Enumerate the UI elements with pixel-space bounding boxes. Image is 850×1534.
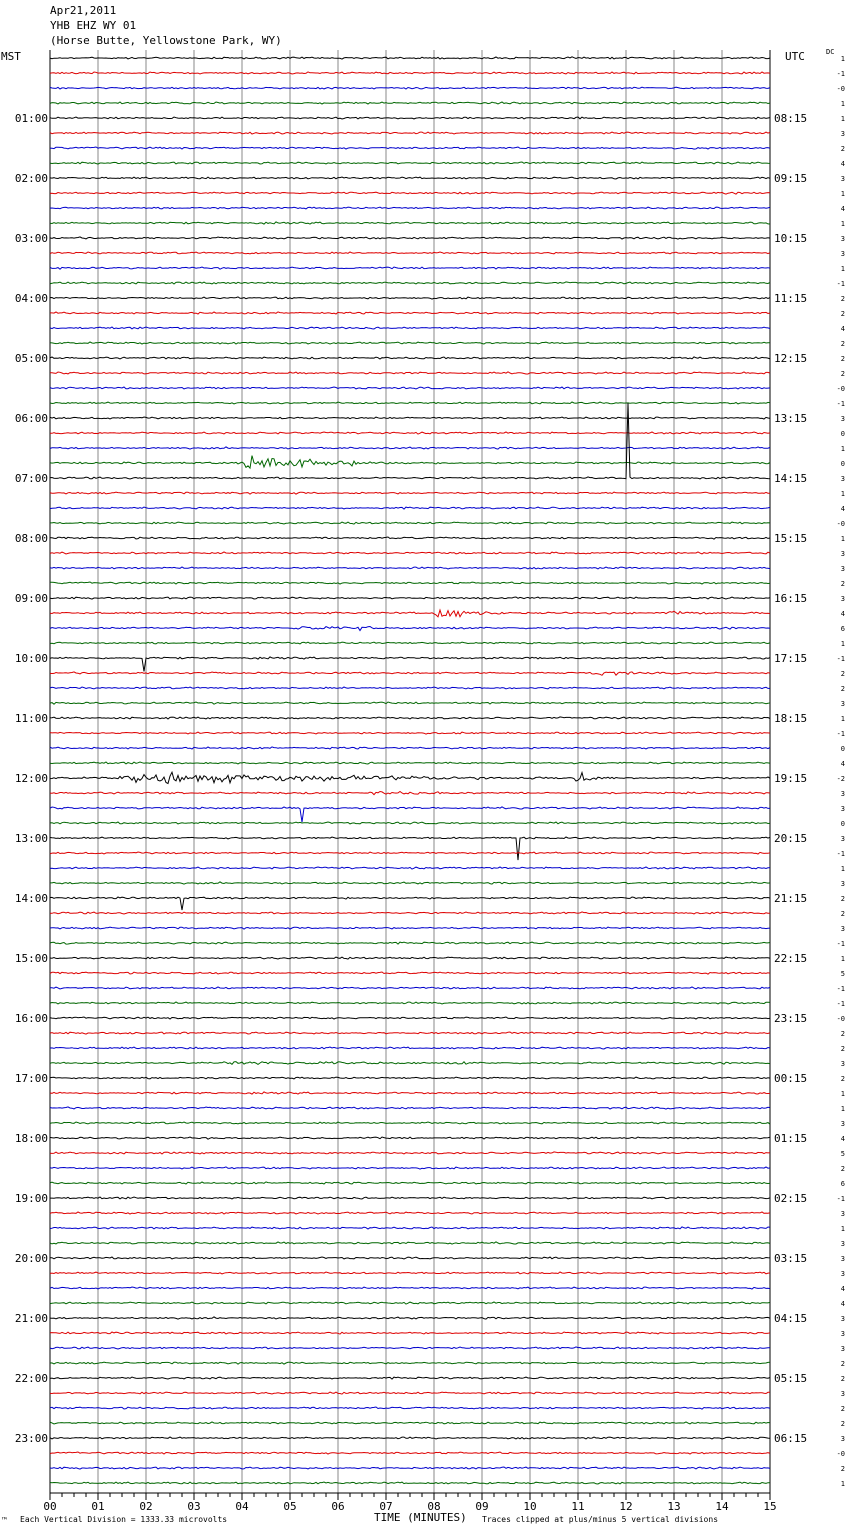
dc-offset-label: 3 <box>840 175 845 183</box>
dc-offset-label: 1 <box>840 955 845 963</box>
mst-hour-label: 10:00 <box>14 652 48 665</box>
seismic-trace <box>50 1287 770 1289</box>
x-tick-label: 07 <box>379 1500 393 1513</box>
x-tick-label: 11 <box>571 1500 585 1513</box>
seismic-trace <box>50 1347 770 1349</box>
utc-hour-label: 08:15 <box>774 112 808 125</box>
seismic-trace <box>50 1242 770 1244</box>
dc-offset-label: 5 <box>840 970 845 978</box>
dc-offset-label: 1 <box>840 535 845 543</box>
dc-offset-label: 3 <box>840 700 845 708</box>
utc-hour-label: 01:15 <box>774 1132 808 1145</box>
dc-offset-label: -1 <box>836 400 845 408</box>
dc-offset-label: 1 <box>840 715 845 723</box>
dc-offset-label: 1 <box>840 100 845 108</box>
dc-offset-label: 2 <box>840 580 845 588</box>
seismic-trace <box>50 927 770 929</box>
seismic-trace <box>50 772 770 783</box>
utc-hour-label: 19:15 <box>774 772 808 785</box>
dc-offset-label: 1 <box>840 1090 845 1098</box>
seismic-trace <box>50 610 770 617</box>
dc-offset-label: -1 <box>836 655 845 663</box>
dc-offset-label: 0 <box>840 430 845 438</box>
utc-hour-label: 18:15 <box>774 712 808 725</box>
seismic-trace <box>50 987 770 989</box>
x-tick-label: 12 <box>619 1500 633 1513</box>
x-tick-label: 06 <box>331 1500 345 1513</box>
x-tick-label: 10 <box>523 1500 537 1513</box>
seismic-trace <box>50 432 770 434</box>
dc-offset-label: 2 <box>840 355 845 363</box>
dc-offset-label: 1 <box>840 640 845 648</box>
dc-label: DC <box>826 48 835 56</box>
header-date: Apr21,2011 <box>50 4 117 17</box>
seismic-trace <box>50 1137 770 1139</box>
seismic-trace <box>50 1017 770 1019</box>
seismic-trace <box>50 1107 770 1109</box>
seismic-trace <box>50 147 770 149</box>
utc-hour-label: 11:15 <box>774 292 808 305</box>
dc-offset-label: 4 <box>840 505 845 513</box>
dc-offset-label: 2 <box>840 310 845 318</box>
seismic-trace <box>50 1182 770 1184</box>
utc-hour-label: 05:15 <box>774 1372 808 1385</box>
dc-offset-label: 2 <box>840 1045 845 1053</box>
seismic-trace <box>50 132 770 134</box>
mst-hour-label: 15:00 <box>14 952 48 965</box>
seismic-trace <box>50 702 770 704</box>
seismic-trace <box>50 492 770 494</box>
seismic-trace <box>50 867 770 869</box>
seismic-trace <box>50 1272 770 1274</box>
seismic-trace <box>50 1317 770 1319</box>
x-tick-label: 05 <box>283 1500 297 1513</box>
seismic-trace <box>50 1392 770 1394</box>
x-tick-label: 13 <box>667 1500 681 1513</box>
dc-offset-label: 3 <box>840 595 845 603</box>
seismic-trace <box>50 1167 770 1169</box>
dc-offset-label: 1 <box>840 1225 845 1233</box>
seismic-trace <box>50 312 770 314</box>
utc-hour-label: 12:15 <box>774 352 808 365</box>
seismic-trace <box>50 882 770 884</box>
utc-hour-label: 00:15 <box>774 1072 808 1085</box>
mst-hour-label: 16:00 <box>14 1012 48 1025</box>
dc-offset-label: -0 <box>836 1015 845 1023</box>
utc-hour-label: 03:15 <box>774 1252 808 1265</box>
seismic-trace <box>50 372 770 374</box>
seismic-trace <box>50 87 770 89</box>
utc-hour-label: 09:15 <box>774 172 808 185</box>
dc-offset-label: 1 <box>840 1105 845 1113</box>
utc-hour-label: 13:15 <box>774 412 808 425</box>
seismic-trace <box>50 1062 770 1065</box>
seismic-trace <box>50 1467 770 1469</box>
dc-offset-label: 3 <box>840 1315 845 1323</box>
seismic-trace <box>50 117 770 119</box>
seismic-trace <box>50 1092 770 1094</box>
dc-offset-label: 1 <box>840 265 845 273</box>
x-tick-label: 01 <box>91 1500 105 1513</box>
dc-offset-label: -1 <box>836 280 845 288</box>
seismic-trace <box>50 807 770 822</box>
seismic-trace <box>50 1332 770 1334</box>
dc-offset-label: 4 <box>840 160 845 168</box>
seismic-trace <box>50 1452 770 1454</box>
dc-offset-label: 3 <box>840 790 845 798</box>
dc-offset-label: 3 <box>840 1390 845 1398</box>
seismic-trace <box>50 912 770 914</box>
seismic-trace <box>50 822 770 824</box>
seismic-trace <box>50 642 770 644</box>
dc-offset-label: 1 <box>840 490 845 498</box>
dc-offset-label: 1 <box>840 115 845 123</box>
header-location: (Horse Butte, Yellowstone Park, WY) <box>50 34 282 47</box>
seismic-trace <box>50 837 770 860</box>
footer-mark: ™ <box>2 1516 7 1525</box>
dc-offset-label: 2 <box>840 1420 845 1428</box>
dc-offset-label: 2 <box>840 1075 845 1083</box>
mst-hour-label: 01:00 <box>14 112 48 125</box>
utc-hour-label: 04:15 <box>774 1312 808 1325</box>
dc-offset-label: 4 <box>840 1135 845 1143</box>
dc-offset-label: 3 <box>840 235 845 243</box>
clip-note: Traces clipped at plus/minus 5 vertical divisions <box>482 1515 719 1524</box>
dc-offset-label: 3 <box>840 1345 845 1353</box>
dc-offset-label: 3 <box>840 1330 845 1338</box>
dc-offset-label: -1 <box>836 1000 845 1008</box>
seismic-trace <box>50 957 770 959</box>
seismic-trace <box>50 357 770 359</box>
seismic-trace <box>50 1482 770 1484</box>
dc-offset-label: 3 <box>840 1435 845 1443</box>
seismic-trace <box>50 72 770 74</box>
seismic-trace <box>50 897 770 910</box>
seismic-trace <box>50 1227 770 1229</box>
seismic-trace <box>50 597 770 599</box>
seismic-trace <box>50 456 770 469</box>
dc-offset-label: 6 <box>840 1180 845 1188</box>
dc-offset-label: 2 <box>840 670 845 678</box>
mst-hour-label: 04:00 <box>14 292 48 305</box>
mst-hour-label: 12:00 <box>14 772 48 785</box>
seismic-trace <box>50 1047 770 1049</box>
dc-offset-label: 1 <box>840 55 845 63</box>
seismic-trace <box>50 852 770 854</box>
x-tick-label: 08 <box>427 1500 441 1513</box>
mst-hour-label: 19:00 <box>14 1192 48 1205</box>
dc-offset-label: -0 <box>836 85 845 93</box>
seismic-trace <box>50 1032 770 1034</box>
dc-offset-label: 4 <box>840 610 845 618</box>
x-tick-label: 03 <box>187 1500 201 1513</box>
x-tick-label: 14 <box>715 1500 729 1513</box>
seismic-trace <box>50 1422 770 1424</box>
seismic-trace <box>50 732 770 734</box>
mst-hour-label: 14:00 <box>14 892 48 905</box>
seismic-trace <box>50 177 770 179</box>
seismic-trace <box>50 567 770 569</box>
dc-offset-label: 4 <box>840 1300 845 1308</box>
seismic-trace <box>50 1302 770 1304</box>
mst-hour-label: 20:00 <box>14 1252 48 1265</box>
dc-offset-label: 3 <box>840 1255 845 1263</box>
seismic-trace <box>50 1407 770 1409</box>
seismic-trace <box>50 657 770 672</box>
dc-offset-label: 1 <box>840 190 845 198</box>
dc-offset-label: 2 <box>840 1375 845 1383</box>
utc-hour-label: 17:15 <box>774 652 808 665</box>
mst-hour-label: 11:00 <box>14 712 48 725</box>
seismic-trace <box>50 537 770 539</box>
seismic-trace <box>50 252 770 254</box>
header-station: YHB EHZ WY 01 <box>50 19 137 32</box>
seismic-trace <box>50 762 770 764</box>
seismic-trace <box>50 1197 770 1199</box>
dc-offset-label: 2 <box>840 340 845 348</box>
mst-hour-label: 08:00 <box>14 532 48 545</box>
utc-hour-label: 16:15 <box>774 592 808 605</box>
seismic-trace <box>50 1152 770 1154</box>
utc-hour-label: 20:15 <box>774 832 808 845</box>
dc-offset-label: -0 <box>836 385 845 393</box>
utc-hour-label: 22:15 <box>774 952 808 965</box>
mst-hour-label: 13:00 <box>14 832 48 845</box>
utc-hour-label: 15:15 <box>774 532 808 545</box>
dc-offset-label: -2 <box>836 775 845 783</box>
seismic-trace <box>50 507 770 509</box>
dc-offset-label: 2 <box>840 145 845 153</box>
seismic-trace <box>50 1002 770 1004</box>
x-tick-label: 02 <box>139 1500 153 1513</box>
dc-offset-label: 1 <box>840 220 845 228</box>
mst-hour-label: 02:00 <box>14 172 48 185</box>
seismic-trace <box>50 402 770 404</box>
mst-hour-label: 06:00 <box>14 412 48 425</box>
seismic-trace <box>50 627 770 631</box>
dc-offset-label: 0 <box>840 745 845 753</box>
mst-hour-label: 23:00 <box>14 1432 48 1445</box>
mst-hour-label: 22:00 <box>14 1372 48 1385</box>
seismic-trace <box>50 267 770 269</box>
dc-offset-label: 2 <box>840 1360 845 1368</box>
dc-offset-label: 3 <box>840 1060 845 1068</box>
dc-offset-label: 2 <box>840 910 845 918</box>
dc-offset-label: 3 <box>840 805 845 813</box>
seismic-trace <box>50 192 770 194</box>
seismic-trace <box>50 222 770 224</box>
utc-hour-label: 21:15 <box>774 892 808 905</box>
dc-offset-label: 0 <box>840 460 845 468</box>
seismic-trace <box>50 1437 770 1439</box>
utc-hour-label: 06:15 <box>774 1432 808 1445</box>
utc-hour-label: 02:15 <box>774 1192 808 1205</box>
dc-offset-label: 3 <box>840 565 845 573</box>
x-tick-label: 15 <box>763 1500 777 1513</box>
seismic-trace <box>50 297 770 299</box>
seismic-trace <box>50 972 770 974</box>
x-tick-label: 00 <box>43 1500 57 1513</box>
seismic-trace <box>50 552 770 554</box>
dc-offset-label: 3 <box>840 1270 845 1278</box>
seismic-trace <box>50 792 770 795</box>
mst-hour-label: 18:00 <box>14 1132 48 1145</box>
seismic-trace <box>50 387 770 389</box>
seismic-trace <box>50 207 770 209</box>
dc-offset-label: 4 <box>840 760 845 768</box>
seismic-trace <box>50 1362 770 1364</box>
seismic-trace <box>50 403 770 479</box>
dc-offset-label: -1 <box>836 850 845 858</box>
seismic-trace <box>50 102 770 104</box>
dc-offset-label: -1 <box>836 940 845 948</box>
dc-offset-label: 5 <box>840 1150 845 1158</box>
dc-offset-label: 3 <box>840 835 845 843</box>
seismic-trace <box>50 687 770 689</box>
seismic-trace <box>50 57 770 59</box>
seismic-trace <box>50 237 770 239</box>
mst-hour-label: 09:00 <box>14 592 48 605</box>
dc-offset-label: 3 <box>840 250 845 258</box>
scale-note: Each Vertical Division = 1333.33 microvolts <box>20 1515 228 1524</box>
dc-offset-label: 2 <box>840 895 845 903</box>
dc-offset-label: 3 <box>840 880 845 888</box>
dc-offset-label: 4 <box>840 1285 845 1293</box>
dc-offset-label: 2 <box>840 370 845 378</box>
dc-offset-label: 3 <box>840 1210 845 1218</box>
seismic-trace <box>50 1377 770 1379</box>
dc-offset-label: 2 <box>840 1405 845 1413</box>
dc-offset-label: 3 <box>840 415 845 423</box>
mst-corner-label: MST <box>1 50 21 63</box>
seismic-trace <box>50 717 770 719</box>
x-tick-label: 04 <box>235 1500 249 1513</box>
seismic-trace <box>50 417 770 419</box>
seismic-trace <box>50 1212 770 1214</box>
mst-hour-label: 07:00 <box>14 472 48 485</box>
dc-offset-label: 2 <box>840 685 845 693</box>
dc-offset-label: 4 <box>840 325 845 333</box>
seismic-trace <box>50 1257 770 1259</box>
dc-offset-label: 3 <box>840 130 845 138</box>
dc-offset-label: 1 <box>840 865 845 873</box>
utc-hour-label: 23:15 <box>774 1012 808 1025</box>
dc-offset-label: 2 <box>840 1465 845 1473</box>
seismic-trace <box>50 1077 770 1079</box>
mst-hour-label: 05:00 <box>14 352 48 365</box>
dc-offset-label: -0 <box>836 1450 845 1458</box>
seismic-trace <box>50 522 770 524</box>
x-tick-label: 09 <box>475 1500 489 1513</box>
seismic-trace <box>50 342 770 344</box>
seismic-trace <box>50 582 770 584</box>
dc-offset-label: 1 <box>840 445 845 453</box>
dc-offset-label: 4 <box>840 205 845 213</box>
seismic-trace <box>50 942 770 944</box>
seismic-trace <box>50 282 770 284</box>
dc-offset-label: 3 <box>840 550 845 558</box>
utc-hour-label: 14:15 <box>774 472 808 485</box>
seismic-trace <box>50 162 770 164</box>
dc-offset-label: -1 <box>836 985 845 993</box>
seismic-trace <box>50 747 770 749</box>
seismic-trace <box>50 447 770 449</box>
seismic-trace <box>50 672 770 675</box>
mst-hour-label: 03:00 <box>14 232 48 245</box>
dc-offset-label: 3 <box>840 475 845 483</box>
dc-offset-label: -1 <box>836 1195 845 1203</box>
dc-offset-label: 2 <box>840 295 845 303</box>
mst-hour-label: 17:00 <box>14 1072 48 1085</box>
seismic-trace <box>50 327 770 329</box>
dc-offset-label: -1 <box>836 70 845 78</box>
dc-offset-label: 1 <box>840 1480 845 1488</box>
dc-offset-label: 2 <box>840 1030 845 1038</box>
seismic-trace <box>50 1122 770 1124</box>
mst-hour-label: 21:00 <box>14 1312 48 1325</box>
utc-corner-label: UTC <box>785 50 805 63</box>
dc-offset-label: 0 <box>840 820 845 828</box>
utc-hour-label: 10:15 <box>774 232 808 245</box>
dc-offset-label: 3 <box>840 1120 845 1128</box>
dc-offset-label: 2 <box>840 1165 845 1173</box>
dc-offset-label: -1 <box>836 730 845 738</box>
dc-offset-label: 6 <box>840 625 845 633</box>
dc-offset-label: 3 <box>840 925 845 933</box>
x-axis-title: TIME (MINUTES) <box>374 1511 467 1524</box>
dc-offset-label: -0 <box>836 520 845 528</box>
dc-offset-label: 3 <box>840 1240 845 1248</box>
